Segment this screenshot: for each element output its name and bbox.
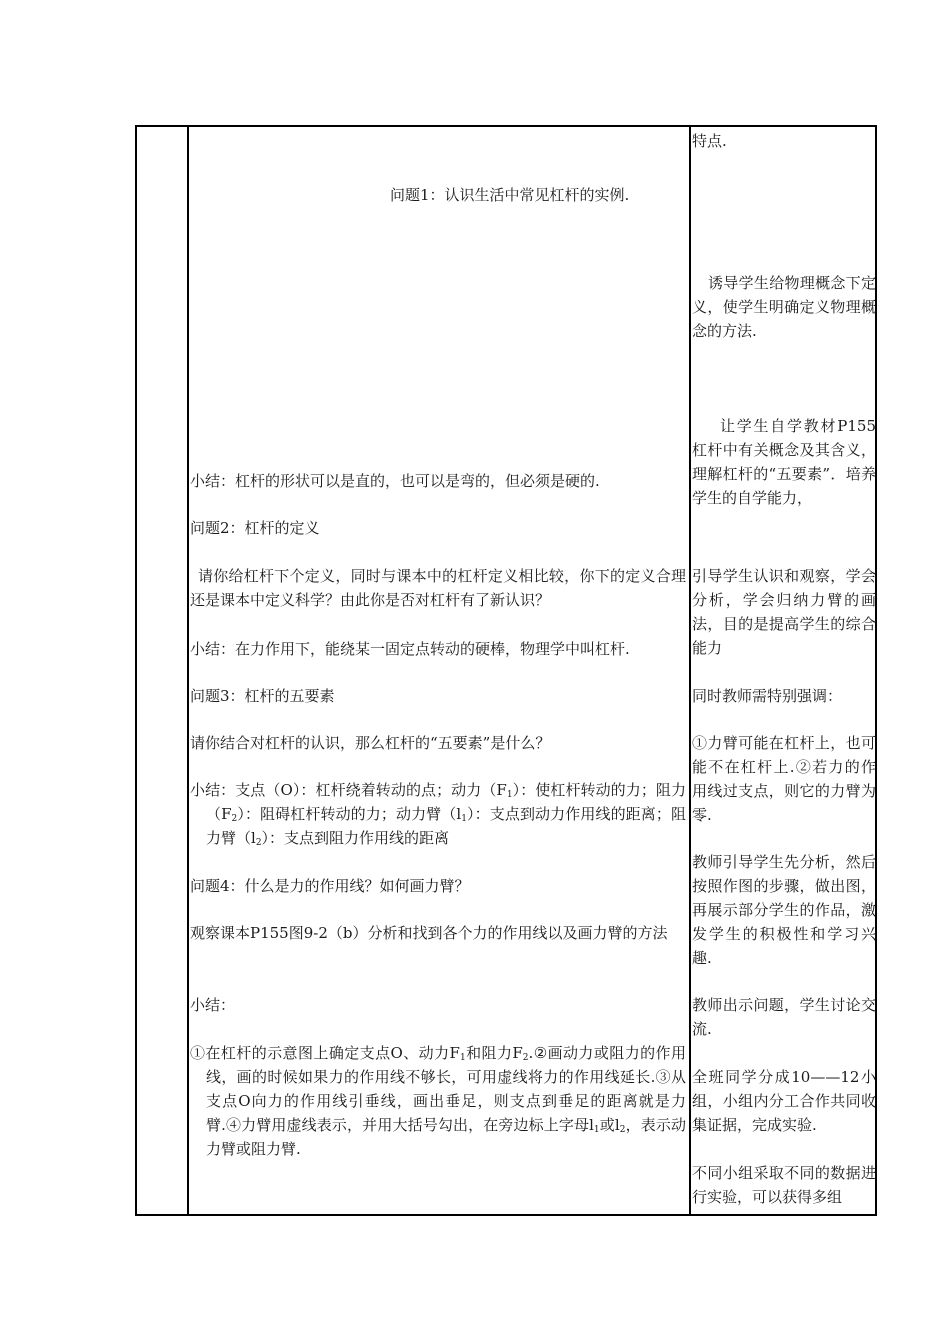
note-1: 特点. xyxy=(692,132,727,150)
note-2: 诱导学生给物理概念下定义，使学生明确定义物理概念的方法. xyxy=(692,274,876,340)
note-4: 引导学生认识和观察，学会分析，学会归纳力臂的画法，目的是提高学生的综合能力 xyxy=(692,567,876,657)
question-1: 问题1：认识生活中常见杠杆的实例. xyxy=(390,186,630,204)
column-divider-right xyxy=(689,127,691,1214)
note-6: ①力臂可能在杠杆上，也可能不在杠杆上.②若力的作用线过支点，则它的力臂为零. xyxy=(692,734,876,824)
note-8: 教师出示问题，学生讨论交流. xyxy=(692,996,876,1038)
question-3-text: 请你结合对杠杆的认识，那么杠杆的“五要素”是什么？ xyxy=(190,734,551,752)
drawing-steps: ①在杠杆的示意图上确定支点O、动力$F_1$和阻力$F_2.②$画动力或阻力的作用线，画的时候如果力的作用线不够长，可用虚线将力的作用线延长.③从支点O向力的作用线引垂线，画出垂足，则支点到垂足的距离就是力臂.④力臂用虚线表示，并用大括号勾出，在旁边标上字母$l_1$或$l_2$，表示动力臂或阻力臂. xyxy=(190,1044,686,1158)
column-divider-left xyxy=(187,127,189,1214)
question-3: 问题3：杠杆的五要素 xyxy=(190,687,335,705)
question-2: 问题2：杠杆的定义 xyxy=(190,519,320,537)
question-4-text: 观察课本P155图9-2（b）分析和找到各个力的作用线以及画力臂的方法 xyxy=(190,924,668,942)
summary-4: 小结： xyxy=(190,996,236,1014)
note-10: 不同小组采取不同的数据进行实验，可以获得多组 xyxy=(692,1164,876,1206)
summary-3: 小结：支点（O）：杠杆绕着转动的点；动力$(F_1)$：使杠杆转动的力；阻力$(F_2)$：阻碍杠杆转动的力；动力臂$(l_1)$：支点到动力作用线的距离；阻力臂$(l_2)$：支点到阻力作用线的距离 xyxy=(190,781,686,848)
question-2-text: 请你给杠杆下个定义，同时与课本中的杠杆定义相比较，你下的定义合理还是课本中定义科学？由此你是否对杠杆有了新认识？ xyxy=(190,567,686,609)
design-intent-column xyxy=(692,127,877,1214)
summary-1: 小结：杠杆的形状可以是直的，也可以是弯的，但必须是硬的. xyxy=(190,472,600,490)
question-4: 问题4：什么是力的作用线？如何画力臂？ xyxy=(190,877,470,895)
note-7: 教师引导学生先分析，然后按照作图的步骤，做出图，再展示部分学生的作品，激发学生的积极性和学习兴趣. xyxy=(692,853,876,967)
note-5: 同时教师需特别强调： xyxy=(692,687,843,705)
summary-2: 小结：在力作用下，能绕某一固定点转动的硬棒，物理学中叫杠杆. xyxy=(190,640,630,658)
note-3: 让学生自学教材P155杠杆中有关概念及其含义，理解杠杆的“五要素”．培养学生的自学能力， xyxy=(692,417,876,507)
lesson-table xyxy=(135,125,877,1216)
teaching-content-column xyxy=(190,127,686,1214)
note-9: 全班同学分成10——12小组，小组内分工合作共同收集证据，完成实验. xyxy=(692,1068,876,1134)
